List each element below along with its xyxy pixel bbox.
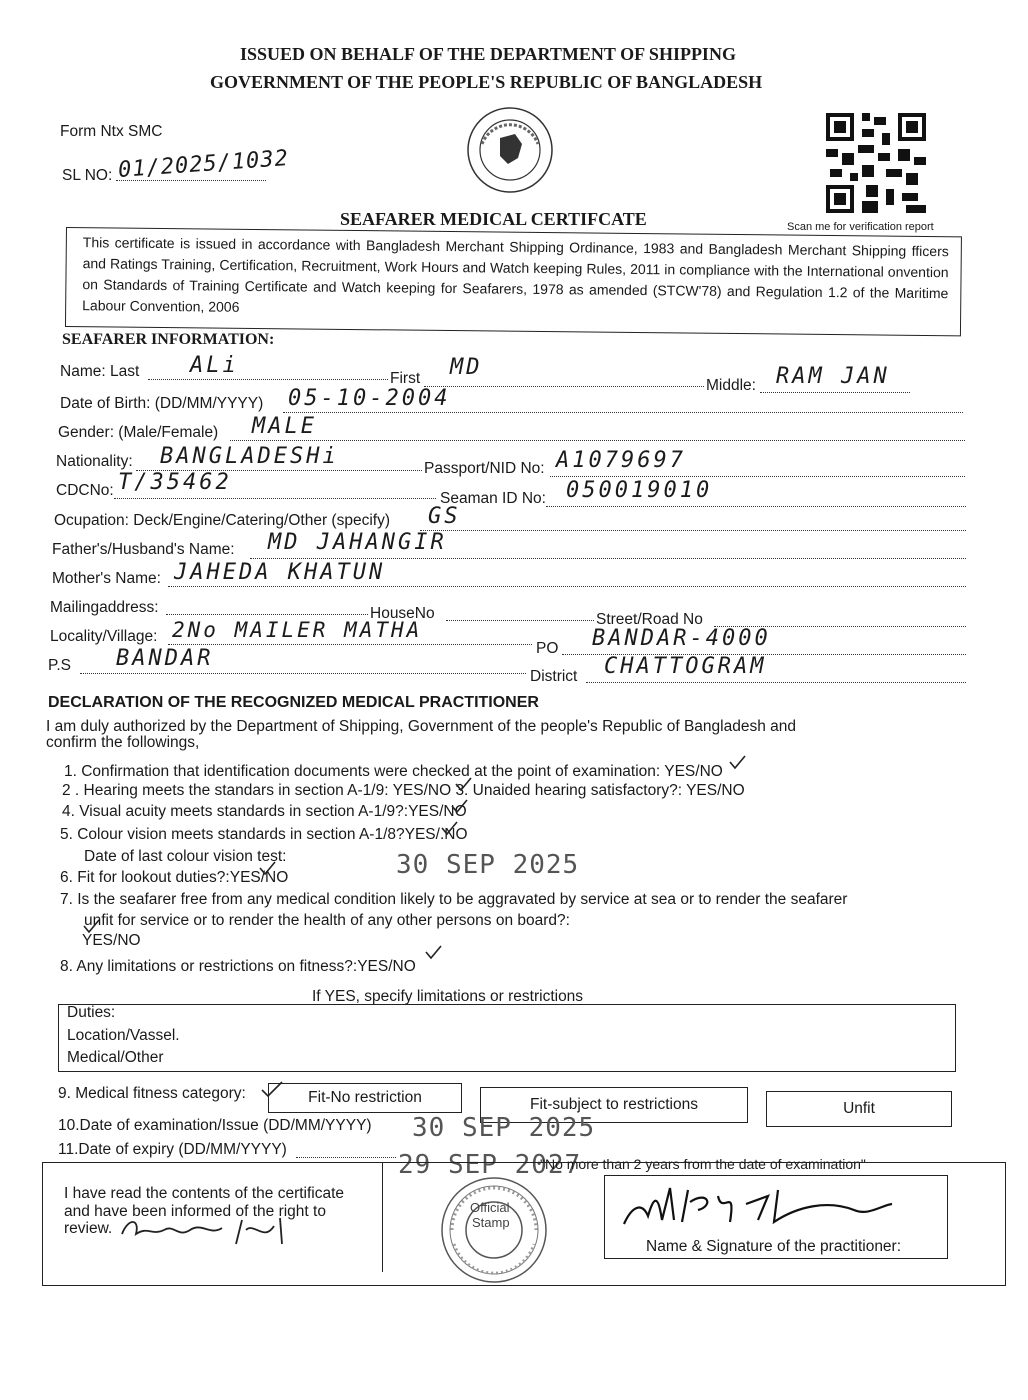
name-middle-value: RAM JAN [776,364,890,389]
official-stamp-icon [438,1174,550,1286]
mother-value: JAHEDA KHATUN [174,560,386,585]
declaration-item-6: 6. Fit for lookout duties?:YES/NO [60,869,289,886]
name-last-value: ALi [190,353,239,378]
district-value: CHATTOGRAM [604,654,767,679]
expiry-date-value: 29 SEP 2027 [398,1150,582,1180]
mother-label: Mother's Name: [52,570,161,587]
exam-date-label: 10.Date of examination/Issue (DD/MM/YYYY) [58,1117,372,1134]
acknowledgement-line-1: I have read the contents of the certificate [64,1185,345,1202]
option-fit-no-restriction-label: Fit-No restriction [308,1089,422,1106]
acknowledgement-line-2: and have been informed of the right to [64,1203,326,1220]
po-label: PO [536,640,559,657]
name-first-label: First [390,370,421,387]
declaration-heading: DECLARATION OF THE RECOGNIZED MEDICAL PRACTITIONER [48,694,539,711]
tick-mark-icon [258,860,278,876]
option-unfit[interactable] [766,1091,952,1127]
option-fit-no-restriction[interactable] [268,1083,462,1113]
practitioner-label: Name & Signature of the practitioner: [646,1238,902,1255]
dob-value: 05-10-2004 [288,386,451,411]
restrictions-box [58,1004,956,1072]
declaration-item-7-line-1: 7. Is the seafarer free from any medical condition likely to be aggravated by service at sea or to render the seafarer [60,891,848,908]
stamp-label-stamp: Stamp [472,1215,510,1230]
declaration-item-4: 4. Visual acuity meets standards in section A-1/9?:YES/NO [62,803,467,820]
seaman-label: Seaman ID No: [440,490,546,507]
practitioner-signature [618,1176,908,1246]
declaration-item-2: 2 . Hearing meets the standars in section A-1/9: YES/NO 3. Unaided hearing satisfactory?: YES/NO [62,782,745,799]
gender-value: MALE [252,414,317,439]
sl-no-label: SL NO: [62,167,113,184]
tick-mark-icon [454,776,474,792]
option-unfit-label: Unfit [843,1100,875,1117]
qr-caption: Scan me for verification report [787,221,934,233]
if-yes-label: If YES, specify limitations or restrictions [312,988,584,1005]
intro-box [65,227,962,336]
tick-mark-icon [424,944,444,960]
occupation-label: Ocupation: Deck/Engine/Catering/Other (specify) [54,512,390,529]
father-label: Father's/Husband's Name: [52,541,235,558]
seafarer-signature [118,1212,298,1252]
name-last-label: Name: Last [60,363,140,380]
dob-label: Date of Birth: (DD/MM/YYYY) [60,395,264,412]
declaration-intro-1: I am duly authorized by the Department of Shipping, Government of the people's Republic of Bangladesh and [46,718,797,735]
po-value: BANDAR-4000 [592,626,771,651]
father-value: MD JAHANGIR [268,530,447,555]
mailing-label: Mailingaddress: [50,599,159,616]
certificate-title: SEAFARER MEDICAL CERTIFCATE [340,209,647,229]
government-seal-icon [460,104,570,204]
declaration-intro-2: confirm the followings, [46,734,200,751]
seafarer-info-heading: SEAFARER INFORMATION: [62,331,275,348]
street-label: Street/Road No [596,611,703,628]
tick-mark-icon [440,820,460,836]
passport-label: Passport/NID No: [424,460,545,477]
declaration-item-8: 8. Any limitations or restrictions on fitness?:YES/NO [60,958,416,975]
exam-date-value: 30 SEP 2025 [412,1113,596,1143]
occupation-value: GS [428,504,461,529]
tick-mark-icon [82,918,102,934]
tick-mark-icon [728,754,748,770]
nationality-label: Nationality: [56,453,133,470]
cdc-value: T/35462 [118,470,232,495]
tick-mark-icon [450,798,470,814]
declaration-item-7-line-3: YES/NO [82,932,141,949]
cdc-label: CDCNo: [56,482,114,499]
declaration-item-5b: Date of last colour vision test: [84,848,287,865]
fitness-category-label: 9. Medical fitness category: [58,1085,246,1102]
acknowledgement-line-3: review. [64,1220,113,1237]
duties-label: Duties: [67,1004,116,1021]
expiry-date-label: 11.Date of expiry (DD/MM/YYYY) [58,1141,287,1158]
declaration-item-7-line-2: unfit for service or to render the health of any other persons on board?: [84,912,570,929]
location-label: Location/Vassel. [67,1027,180,1044]
stamp-label-official: Official [470,1200,510,1215]
header-line-2: GOVERNMENT OF THE PEOPLE'S REPUBLIC OF BANGLADESH [210,72,763,92]
house-label: HouseNo [370,605,435,622]
nationality-value: BANGLADESHi [160,444,339,469]
qr-code-icon[interactable] [826,113,926,213]
locality-value: 2No MAILER MATHA [172,618,423,642]
intro-text: This certificate is issued in accordance with Bangladesh Merchant Shipping Ordinance, 1983 and Bangladesh Merchant Shipping fficers and Ratings Training, Certification, Recruitment, Work Hours and Watch keeping Rules, 2011 in compliance with the International onvention on Standards of Training Certificate and Watch keeping for Seafarers, 1978 as amended (STCW'78) and Regulation 1.2 of the Maritime Labour Convention, 2006 [82,234,949,315]
name-first-value: MD [450,355,483,380]
district-label: District [530,668,578,685]
expiry-note: "No more than 2 years from the date of examination" [540,1156,866,1172]
gender-label: Gender: (Male/Female) [58,424,219,441]
passport-value: A1079697 [556,448,686,473]
declaration-item-5: 5. Colour vision meets standards in section A-1/8?YES/.NO [60,826,468,843]
locality-label: Locality/Village: [50,628,158,645]
name-middle-label: Middle: [706,377,756,394]
declaration-item-1: 1. Confirmation that identification documents were checked at the point of examination: YES/NO [64,763,723,780]
seaman-value: 050019010 [566,478,713,503]
header-line-1: ISSUED ON BEHALF OF THE DEPARTMENT OF SHIPPING [240,44,736,64]
ps-value: BANDAR [116,646,214,671]
sl-no-value: 01/2025/1032 [117,146,290,183]
colour-test-date: 30 SEP 2025 [396,850,580,880]
medical-other-label: Medical/Other [67,1049,164,1066]
option-fit-subject-restrictions-label: Fit-subject to restrictions [530,1096,698,1113]
form-number: Form Ntx SMC [60,123,163,140]
ps-label: P.S [48,657,71,674]
